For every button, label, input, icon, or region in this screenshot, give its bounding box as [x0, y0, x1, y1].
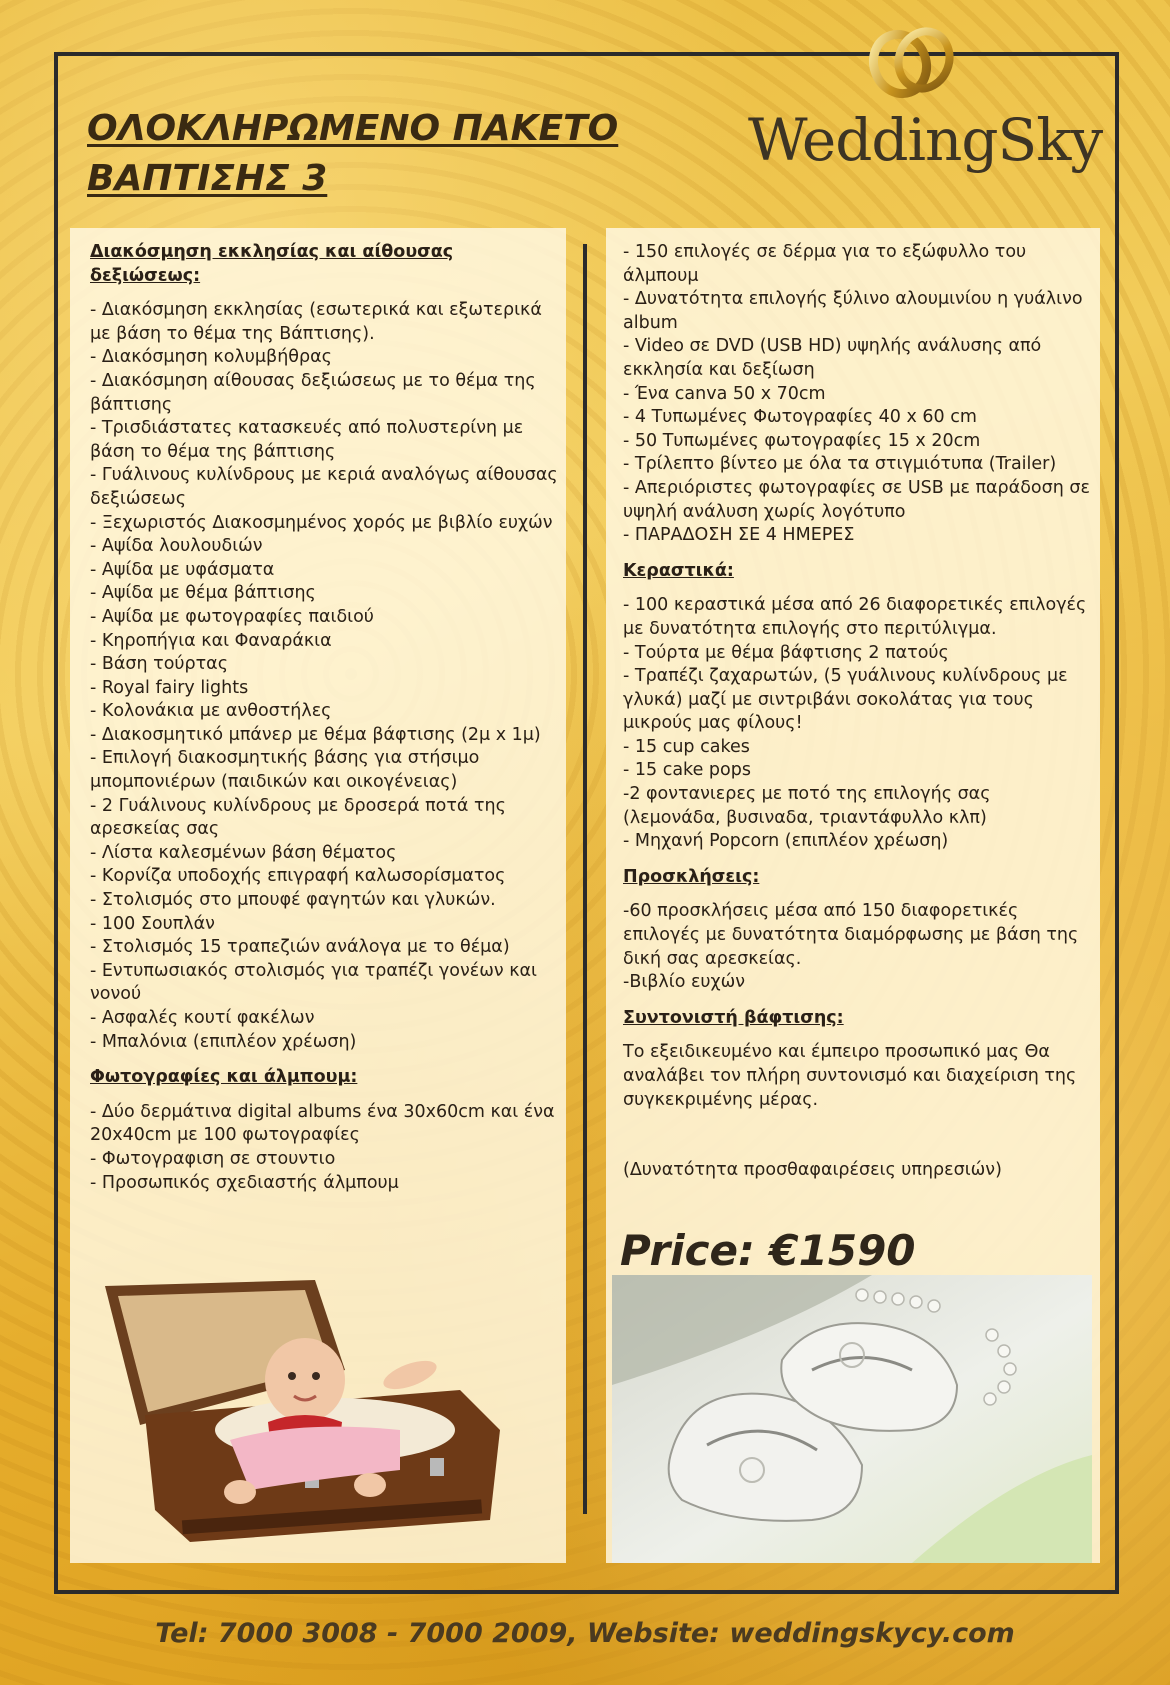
list-item: - 15 cake pops	[623, 760, 751, 781]
list-item: - Τούρτα με θέμα βάφτισης 2 πατούς	[623, 642, 949, 663]
list-item: - Ένα canva 50 x 70cm	[623, 383, 826, 404]
decoration-heading: Διακόσμηση εκκλησίας και αίθουσας δεξιώσεως:	[90, 242, 454, 286]
page-title	[87, 104, 618, 204]
list-item: - Αψίδα με φωτογραφίες παιδιού	[90, 606, 374, 627]
list-item: - Κολονάκια με ανθοστήλες	[90, 701, 332, 722]
list-item: - Αψίδα με υφάσματα	[90, 559, 275, 580]
services-note: (Δυνατότητα προσθαφαιρέσεις υπηρεσιών)	[623, 1160, 1002, 1181]
invitations-list	[623, 900, 1093, 994]
list-item: - Αψίδα λουλουδιών	[90, 536, 263, 557]
list-item: - Τραπέζι ζαχαρωτών, (5 γυάλινους κυλίνδρους με γλυκά) μαζί με σιντριβάνι σοκολάτας για τους μικρούς μας φίλους!	[623, 666, 1068, 734]
list-item: -2 φοντανιερες με ποτό της επιλογής σας (λεμονάδα, βυσιναδα, τριαντάφυλλο κλπ)	[623, 784, 991, 828]
right-column	[623, 241, 1093, 1183]
brand-logo: WeddingSky	[748, 106, 1103, 174]
list-item: - Στολισμός στο μπουφέ φαγητών και γλυκών.	[90, 890, 496, 911]
treats-heading: Κεραστικά:	[623, 560, 734, 581]
list-item: - Φωτογραφιση σε στουντιο	[90, 1148, 336, 1169]
list-item: - Ασφαλές κουτί φακέλων	[90, 1008, 315, 1028]
list-item: - Δύο δερμάτινα digital albums ένα 30x60cm και ένα 20x40cm με 100 φωτογραφίες	[90, 1101, 555, 1146]
list-item: - Δυνατότητα επιλογής ξύλινο αλουμινίου η γυάλινο album	[623, 289, 1083, 333]
photos-continued-list	[623, 241, 1093, 548]
column-divider	[583, 244, 587, 1514]
list-item: - Διακόσμηση κολυμβήθρας	[90, 347, 332, 368]
invitations-heading: Προσκλήσεις:	[623, 866, 760, 887]
left-column	[90, 241, 562, 1195]
list-item: - Ξεχωριστός Διακοσμημένος χορός με βιβλίο ευχών	[90, 512, 553, 533]
list-item: -Βιβλίο ευχών	[623, 972, 746, 993]
list-item: - Διακόσμηση αίθουσας δεξιώσεως με το θέμα της βάπτισης	[90, 370, 536, 415]
list-item: - Διακόσμηση εκκλησίας (εσωτερικά και εξωτερικά με βάση το θέμα της Βάπτισης).	[90, 300, 542, 344]
list-item: - 50 Τυπωμένες φωτογραφίες 15 x 20cm	[623, 430, 981, 451]
list-item: - Επιλογή διακοσμητικής βάσης για στήσιμο μπομπονιέρων (παιδικών και οικογένειας)	[90, 748, 480, 793]
list-item: - 2 Γυάλινους κυλίνδρους με δροσερά ποτά της αρεσκείας σας	[90, 795, 506, 840]
list-item: - Royal fairy lights	[90, 677, 249, 698]
list-item: - Στολισμός 15 τραπεζιών ανάλογα με το θέμα)	[90, 937, 510, 958]
list-item: - 150 επιλογές σε δέρμα για το εξώφυλλο του άλμπουμ	[623, 242, 1027, 286]
list-item: - Τρίλεπτο βίντεο με όλα τα στιγμιότυπα (Trailer)	[623, 454, 1057, 475]
coordinator-text: Το εξειδικευμένο και έμπειρο προσωπικό μας Θα αναλάβει τον πλήρη συντονισμό και διαχείριση της συγκεκριμένης μέρας.	[623, 1042, 1077, 1110]
decoration-list	[90, 299, 562, 1054]
baby-in-suitcase-image	[100, 1280, 520, 1550]
list-item: - Γυάλινους κυλίνδρους με κεριά αναλόγως αίθουσας δεξιώσεως	[90, 465, 558, 509]
list-item: - Κηροπήγια και Φαναράκια	[90, 630, 332, 651]
list-item: - Μπαλόνια (επιπλέον χρέωση)	[90, 1031, 357, 1052]
list-item: - 15 cup cakes	[623, 736, 750, 757]
list-item: - Απεριόριστες φωτογραφίες σε USB με παράδοση σε υψηλή ανάλυση χωρίς λογότυπο	[623, 477, 1090, 522]
list-item: - Λίστα καλεσμένων βάση θέματος	[90, 842, 397, 863]
list-item: - Τρισδιάστατες κατασκευές από πολυστερίνη με βάση το θέμα της βάπτισης	[90, 418, 524, 462]
list-item: - Μηχανή Popcorn (επιπλέον χρέωση)	[623, 831, 949, 852]
list-item: - Βάση τούρτας	[90, 654, 228, 675]
title-line-1: ΟΛΟΚΛΗΡΩΜΕΝΟ ΠΑΚΕΤΟ	[87, 108, 619, 149]
photos-list	[90, 1101, 562, 1195]
list-item: - 100 κεραστικά μέσα από 26 διαφορετικές επιλογές με δυνατότητα επιλογής στο περιτύλιγμα.	[623, 595, 1087, 639]
photos-heading: Φωτογραφίες και άλμπουμ:	[90, 1067, 358, 1088]
list-item: -60 προσκλήσεις μέσα από 150 διαφορετικές επιλογές με δυνατότητα διαμόρφωσης με βάση της δική σας αρεσκείας.	[623, 901, 1079, 969]
list-item: - ΠΑΡΑΔΟΣΗ ΣΕ 4 ΗΜΕΡΕΣ	[623, 525, 855, 546]
list-item: - Video σε DVD (USB HD) υψηλής ανάλυσης από εκκλησία και δεξίωση	[623, 336, 1042, 380]
package-price: Price: €1590	[620, 1226, 916, 1275]
list-item: - Κορνίζα υποδοχής επιγραφή καλωσορίσματος	[90, 866, 506, 887]
list-item: - 100 Σουπλάν	[90, 913, 215, 934]
list-item: - Προσωπικός σχεδιαστής άλμπουμ	[90, 1172, 399, 1193]
list-item: - Εντυπωσιακός στολισμός για τραπέζι γονέων και νονού	[90, 960, 537, 1005]
footer-contact: Tel: 7000 3008 - 7000 2009, Website: weddingskycy.com	[155, 1618, 1015, 1649]
coordinator-heading: Συντονιστή βάφτισης:	[623, 1007, 844, 1028]
rings-icon	[862, 22, 962, 104]
list-item: - Διακοσμητικό μπάνερ με θέμα βάφτισης (2μ x 1μ)	[90, 724, 541, 745]
title-line-2: ΒΑΠΤΙΣΗΣ 3	[87, 158, 328, 199]
list-item: - Αψίδα με θέμα βάπτισης	[90, 583, 316, 604]
baby-shoes-image	[612, 1275, 1092, 1563]
list-item: - 4 Τυπωμένες Φωτογραφίες 40 x 60 cm	[623, 407, 977, 428]
treats-list	[623, 594, 1093, 854]
